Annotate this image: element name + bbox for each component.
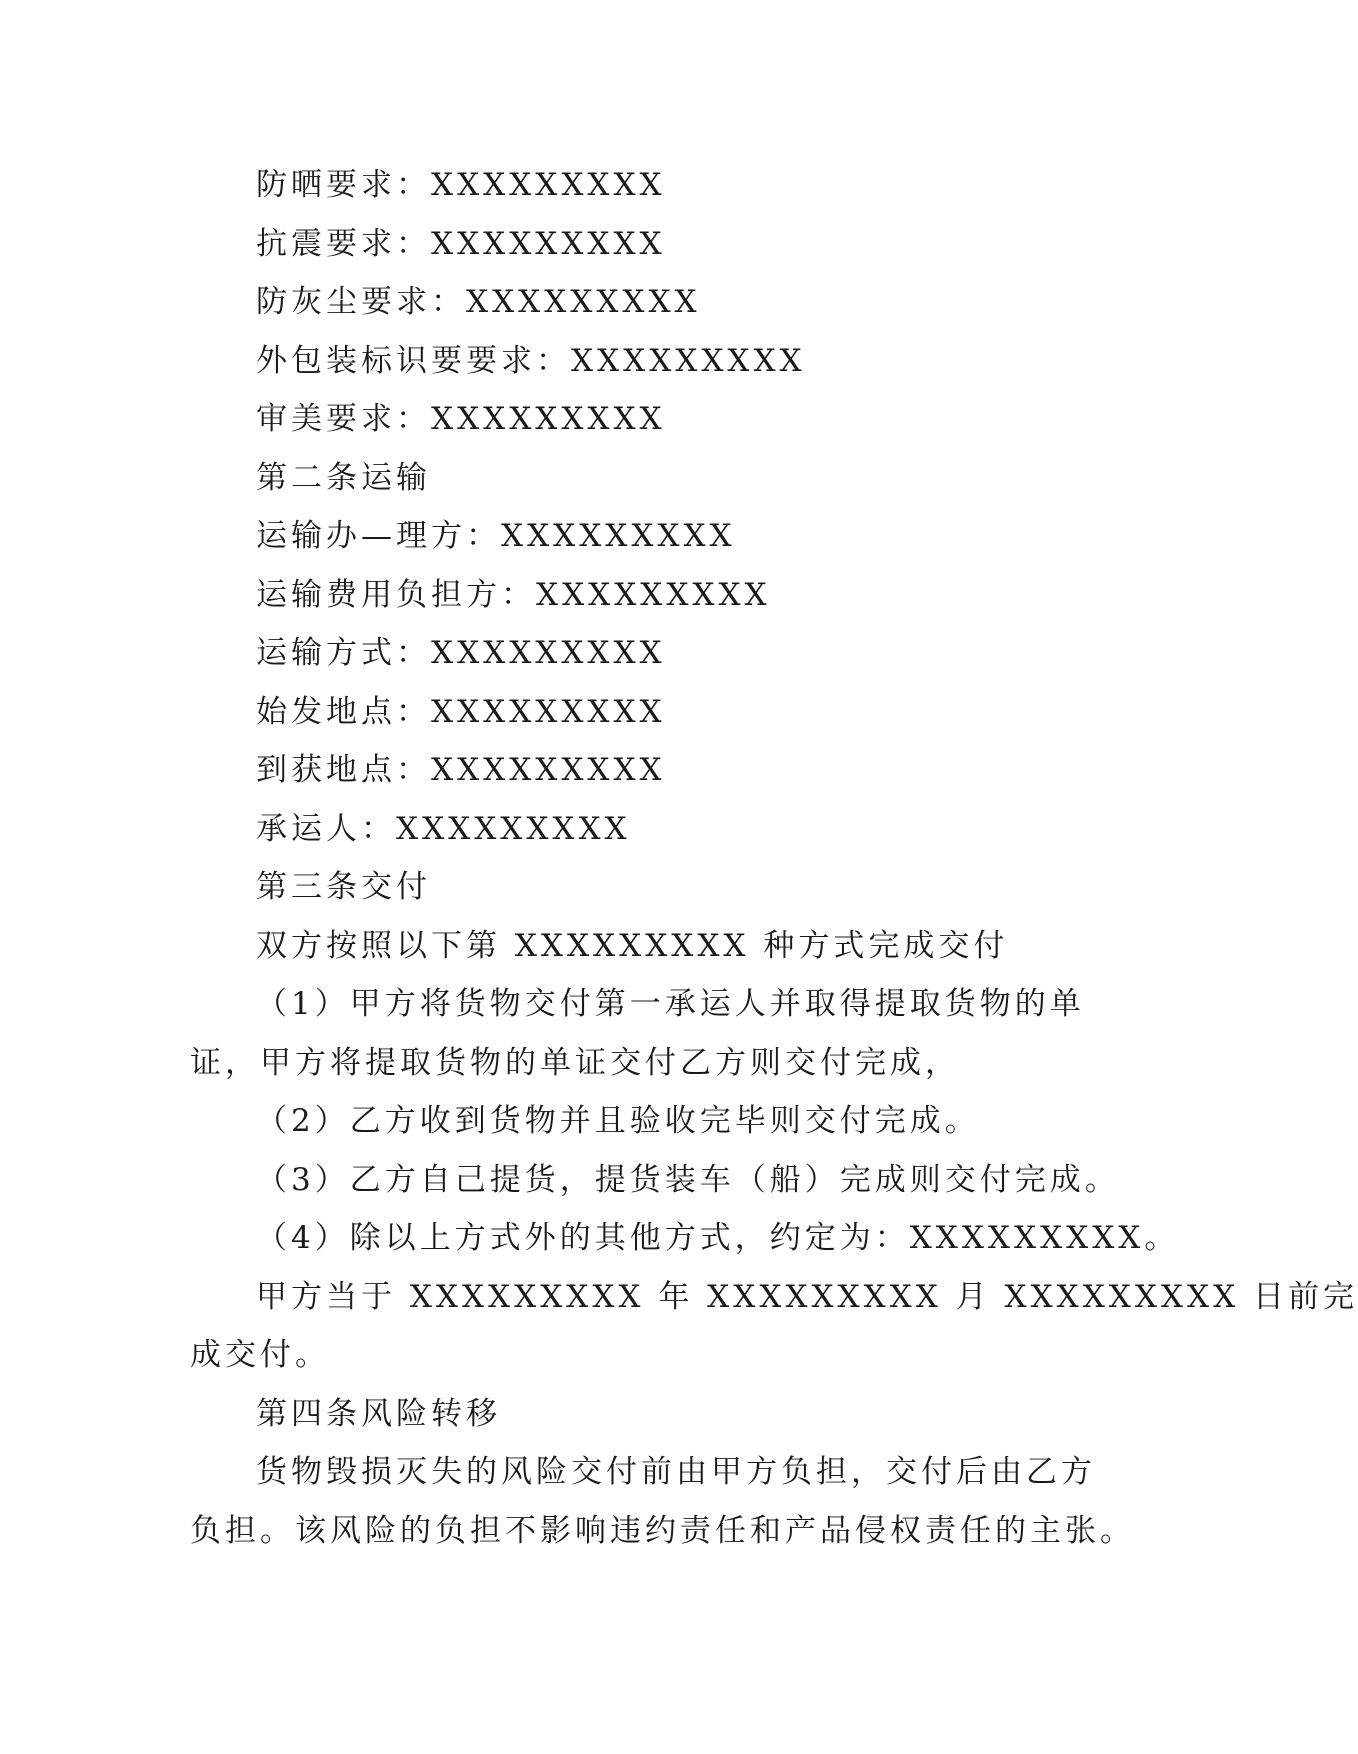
text-line: 证，甲方将提取货物的单证交付乙方则交付完成， xyxy=(190,1044,960,1081)
text-line: 成交付。 xyxy=(190,1337,330,1373)
text-line: 抗震要求：XXXXXXXXX xyxy=(256,225,666,262)
section-heading: 第三条交付 xyxy=(256,869,431,905)
text-line: 防晒要求：XXXXXXXXX xyxy=(256,167,666,203)
text-line: 负担。该风险的负担不影响违约责任和产品侵权责任的主张。 xyxy=(190,1512,1135,1549)
text-line: 货物毁损灭失的风险交付前由甲方负担，交付后由乙方 xyxy=(256,1454,1096,1490)
text-line: 承运人：XXXXXXXXX xyxy=(256,810,631,847)
section-heading: 第四条风险转移 xyxy=(256,1395,501,1432)
text-line: 外包装标识要要求：XXXXXXXXX xyxy=(256,342,806,379)
text-line: 防灰尘要求：XXXXXXXXX xyxy=(256,284,701,320)
section-heading: 第二条运输 xyxy=(256,459,431,496)
text-line: 运输办—理方：XXXXXXXXX xyxy=(256,518,736,554)
text-line: （1）甲方将货物交付第一承运人并取得提取货物的单 xyxy=(256,986,1085,1022)
text-line: （3）乙方自己提货，提货装车（船）完成则交付完成。 xyxy=(256,1161,1120,1198)
text-line: （4）除以上方式外的其他方式，约定为：XXXXXXXXX。 xyxy=(256,1220,1180,1256)
text-line: 运输方式：XXXXXXXXX xyxy=(256,635,666,671)
document-body xyxy=(190,156,1358,1560)
text-line: （2）乙方收到货物并且验收完毕则交付完成。 xyxy=(256,1103,980,1139)
text-line: 运输费用负担方：XXXXXXXXX xyxy=(256,576,771,613)
text-line: 审美要求：XXXXXXXXX xyxy=(256,401,666,437)
text-line: 双方按照以下第 XXXXXXXXX 种方式完成交付 xyxy=(256,927,1009,964)
text-line: 甲方当于 XXXXXXXXX 年 XXXXXXXXX 月 XXXXXXXXX 日前完 xyxy=(256,1278,1358,1315)
text-line: 始发地点：XXXXXXXXX xyxy=(256,693,666,730)
text-line: 到获地点：XXXXXXXXX xyxy=(256,752,666,788)
